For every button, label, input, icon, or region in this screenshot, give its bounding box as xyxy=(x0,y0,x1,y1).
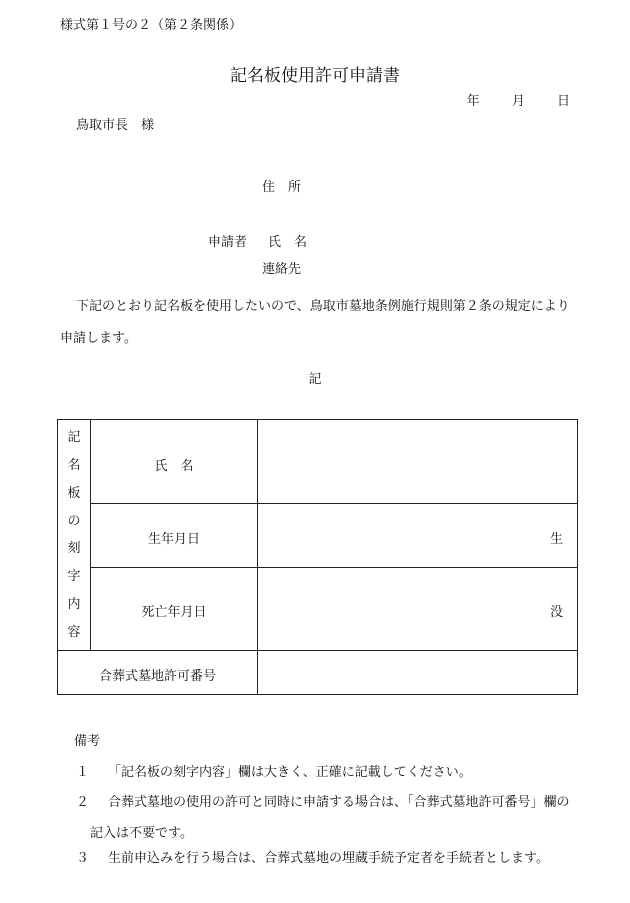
table-divider xyxy=(257,420,258,695)
contact-label: 連絡先 xyxy=(262,262,302,277)
note-item xyxy=(76,843,596,874)
permit-number-label: 合葬式墓地許可番号 xyxy=(98,669,216,684)
notes-heading: 備考 xyxy=(74,734,101,749)
side-label-char: 字 xyxy=(67,569,81,585)
death-date-label: 死亡年月日 xyxy=(141,605,207,620)
table-divider xyxy=(58,650,578,651)
table-divider xyxy=(90,503,578,504)
applicant-name-label: 氏 名 xyxy=(268,235,308,250)
note-number: ３ xyxy=(76,851,90,866)
applicant-label: 申請者 xyxy=(208,235,248,250)
side-label-char: 容 xyxy=(67,624,81,640)
note-number: ２ xyxy=(76,795,90,810)
birth-suffix: 生 xyxy=(549,532,563,547)
ki-marker: 記 xyxy=(308,372,322,387)
date-year: 年 xyxy=(466,94,480,109)
side-label-char: 刻 xyxy=(67,541,81,557)
note-item xyxy=(76,787,596,849)
side-label-char: 板 xyxy=(67,485,81,501)
side-label-char: 内 xyxy=(67,596,81,612)
side-label-char: 記 xyxy=(67,430,81,446)
side-label-char: の xyxy=(67,513,81,529)
date-day: 日 xyxy=(556,94,570,109)
inscription-table xyxy=(57,419,578,695)
side-label-char: 名 xyxy=(67,458,81,474)
form-number-label: 様式第１号の２（第２条関係） xyxy=(60,18,243,33)
addressee: 鳥取市長 様 xyxy=(76,118,155,133)
address-label: 住 所 xyxy=(262,180,302,195)
date-month: 月 xyxy=(511,94,525,109)
note-text: 合葬式墓地の使用の許可と同時に申請する場合は、「合葬式墓地許可番号」欄の xyxy=(108,795,570,810)
note-text: 「記名板の刻字内容」欄は大きく、正確に記載してください。 xyxy=(108,765,472,780)
date-line xyxy=(439,90,570,109)
note-item xyxy=(76,757,596,788)
note-text-continued: 記入は不要です。 xyxy=(90,826,193,841)
name-row-label: 氏 名 xyxy=(154,459,194,474)
request-statement: 下記のとおり記名板を使用したいので、鳥取市墓地条例施行規則第２条の規定により申請します。 xyxy=(60,299,570,346)
document-title: 記名板使用許可申請書 xyxy=(230,66,400,86)
birth-date-label: 生年月日 xyxy=(147,532,200,547)
death-suffix: 没 xyxy=(549,605,563,620)
note-number: １ xyxy=(76,765,90,780)
inscription-content-label xyxy=(58,420,90,650)
table-divider xyxy=(90,567,578,568)
note-text: 生前申込みを行う場合は、合葬式墓地の埋蔵手続予定者を手続者とします。 xyxy=(108,851,549,866)
